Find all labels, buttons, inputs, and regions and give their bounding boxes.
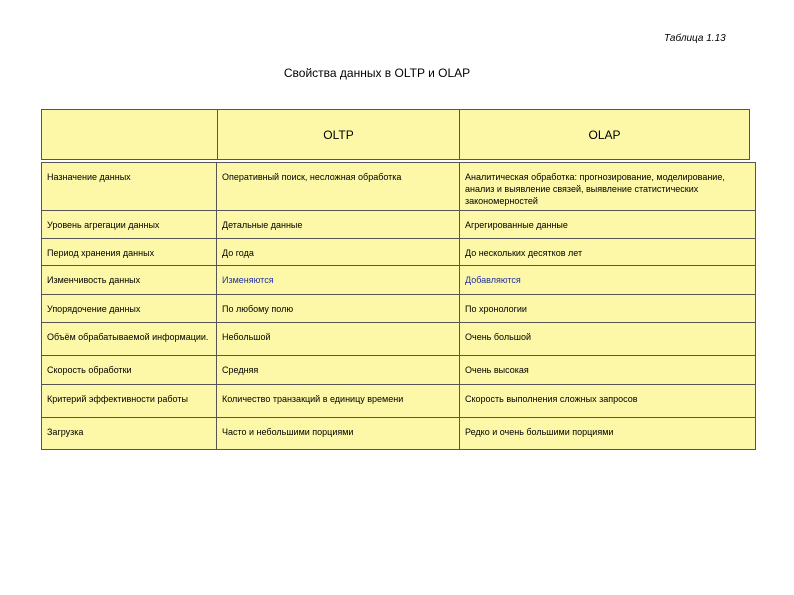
property-cell: Упорядочение данных: [42, 295, 217, 323]
olap-cell: По хронологии: [460, 295, 756, 323]
olap-cell: Редко и очень большими порциями: [460, 418, 756, 450]
property-cell: Изменчивость данных: [42, 266, 217, 295]
table-row: [42, 239, 756, 266]
property-cell: Назначение данных: [42, 163, 217, 211]
table-row: [42, 356, 756, 385]
olap-cell: Добавляются: [460, 266, 756, 295]
oltp-cell: Количество транзакций в единицу времени: [217, 385, 460, 418]
oltp-cell: Детальные данные: [217, 211, 460, 239]
header-oltp: [217, 109, 460, 160]
comparison-table: [41, 162, 756, 450]
olap-cell: Очень большой: [460, 323, 756, 356]
property-cell: Уровень агрегации данных: [42, 211, 217, 239]
header-olap-label: OLAP: [588, 127, 621, 142]
header-olap: [459, 109, 750, 160]
table-row: [42, 211, 756, 239]
page-title: Свойства данных в OLTP и OLAP: [283, 66, 471, 80]
olap-cell: Аналитическая обработка: прогнозирование, моделирование, анализ и выявление связей, выявление статистических закономерностей: [460, 163, 756, 211]
olap-cell: До нескольких десятков лет: [460, 239, 756, 266]
header-oltp-label: OLTP: [323, 127, 354, 142]
property-cell: Объём обрабатываемой информации.: [42, 323, 217, 356]
table-row: [42, 323, 756, 356]
olap-cell: Агрегированные данные: [460, 211, 756, 239]
oltp-cell: Часто и небольшими порциями: [217, 418, 460, 450]
olap-cell: Очень высокая: [460, 356, 756, 385]
property-cell: Период хранения данных: [42, 239, 217, 266]
table-row: [42, 385, 756, 418]
table-row: [42, 266, 756, 295]
property-cell: Скорость обработки: [42, 356, 217, 385]
oltp-cell: Средняя: [217, 356, 460, 385]
table-row: [42, 418, 756, 450]
table-row: [42, 295, 756, 323]
table-row: [42, 163, 756, 211]
property-cell: Загрузка: [42, 418, 217, 450]
oltp-cell: До года: [217, 239, 460, 266]
property-cell: Критерий эффективности работы: [42, 385, 217, 418]
olap-cell: Скорость выполнения сложных запросов: [460, 385, 756, 418]
oltp-cell: Оперативный поиск, несложная обработка: [217, 163, 460, 211]
header-empty-cell: [41, 109, 218, 160]
table-number-label: Таблица 1.13: [664, 33, 726, 44]
oltp-cell: Изменяются: [217, 266, 460, 295]
oltp-cell: Небольшой: [217, 323, 460, 356]
oltp-cell: По любому полю: [217, 295, 460, 323]
